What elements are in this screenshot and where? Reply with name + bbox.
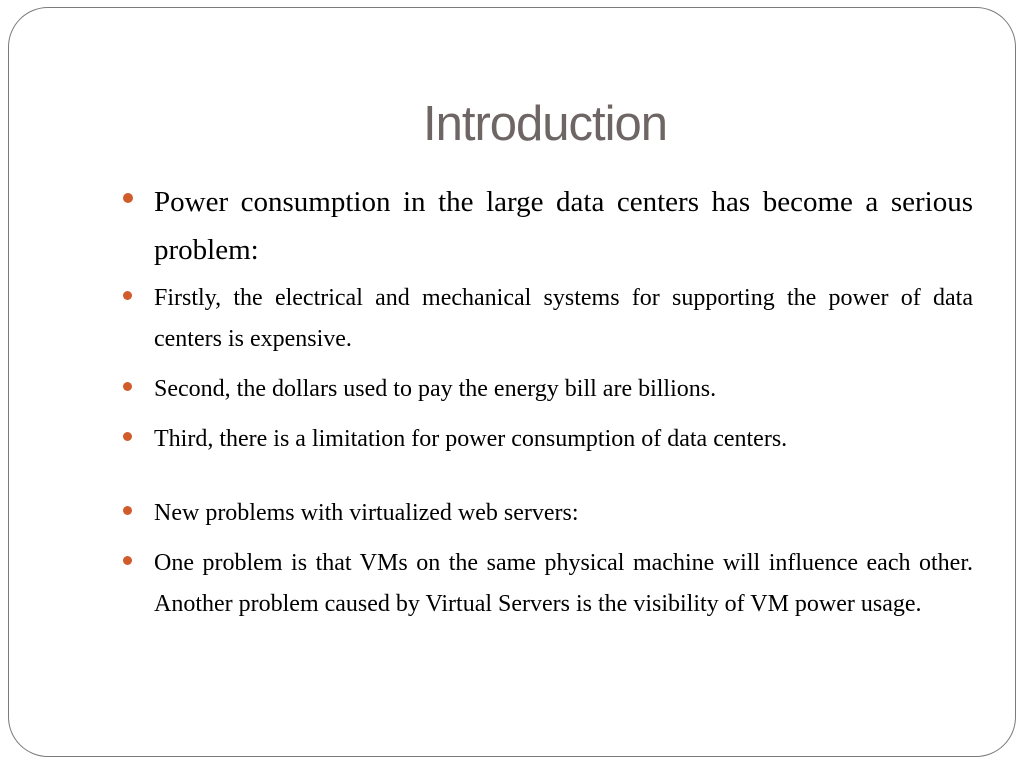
list-item bbox=[123, 369, 973, 410]
bullet-dot-icon bbox=[123, 382, 132, 391]
bullet-list bbox=[123, 178, 973, 625]
bullet-text: New problems with virtualized web servers: bbox=[154, 500, 579, 526]
bullet-text: One problem is that VMs on the same physical machine will influence each other. Another problem caused by Virtual Servers is the visibility of VM power usage. bbox=[154, 550, 973, 617]
bullet-text: Firstly, the electrical and mechanical systems for supporting the power of data centers is expensive. bbox=[154, 285, 973, 352]
bullet-text: Power consumption in the large data centers has become a serious problem: bbox=[154, 186, 973, 266]
bullet-dot-icon bbox=[123, 193, 133, 203]
list-item bbox=[123, 178, 973, 274]
bullet-text: Second, the dollars used to pay the energy bill are billions. bbox=[154, 376, 717, 402]
bullet-dot-icon bbox=[123, 506, 132, 515]
slide-title: Introduction bbox=[422, 97, 668, 151]
list-item bbox=[123, 543, 973, 625]
bullet-dot-icon bbox=[123, 291, 132, 300]
bullet-dot-icon bbox=[123, 432, 132, 441]
list-item bbox=[123, 419, 973, 460]
list-item bbox=[123, 278, 973, 360]
slide bbox=[8, 7, 1016, 757]
list-item bbox=[123, 493, 973, 534]
bullet-text: Third, there is a limitation for power consumption of data centers. bbox=[154, 426, 788, 452]
bullet-dot-icon bbox=[123, 556, 132, 565]
